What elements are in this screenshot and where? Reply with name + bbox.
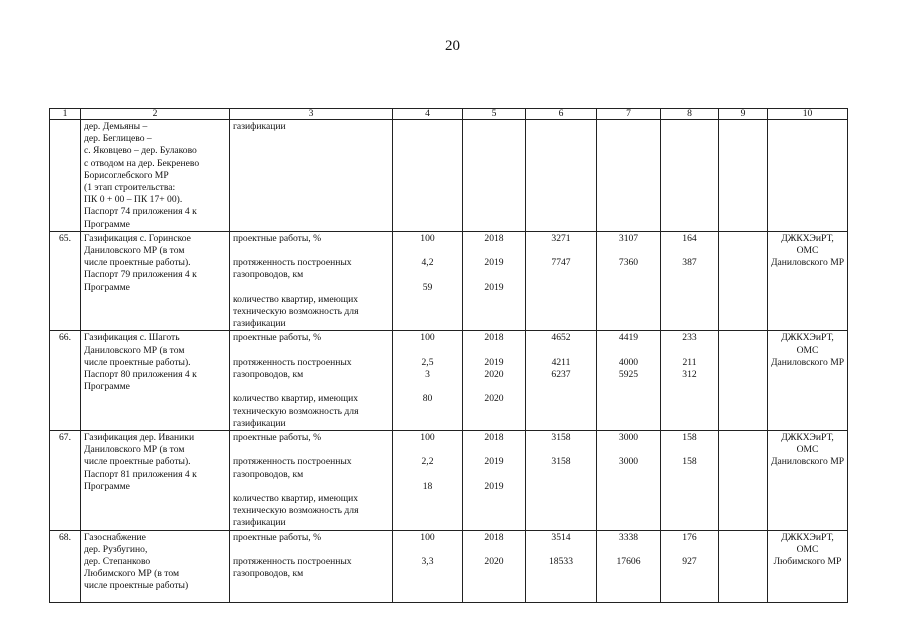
object-name-line: ПК 0 + 00 – ПК 17+ 00). bbox=[84, 194, 183, 206]
object-name-line: дер. Демьяны – bbox=[84, 121, 148, 132]
object-name-line: с. Яковцево – дер. Булаково bbox=[84, 145, 197, 157]
spacer bbox=[233, 345, 389, 357]
indicator-line: газопроводов, км bbox=[233, 468, 304, 480]
spacer bbox=[466, 269, 522, 281]
executor-cell bbox=[768, 431, 848, 531]
spacer bbox=[529, 345, 593, 357]
header-cell: 1 bbox=[50, 109, 81, 120]
row-number-cell: 68. bbox=[50, 530, 81, 602]
object-name-line: числе проектные работы). bbox=[84, 257, 191, 269]
executor-line: Даниловского МР bbox=[771, 456, 845, 468]
indicator-line: газопроводов, км bbox=[233, 568, 304, 580]
program-table bbox=[49, 108, 848, 603]
table-row bbox=[50, 530, 848, 602]
spacer bbox=[396, 381, 459, 393]
indicator-cell: газификации bbox=[230, 120, 393, 232]
value-line: 2020 bbox=[484, 393, 504, 405]
object-name-line: Программе bbox=[84, 281, 130, 293]
value-line: 3000 bbox=[618, 432, 639, 444]
spacer bbox=[529, 444, 593, 456]
year-cell bbox=[463, 431, 526, 531]
indicator-line: газификации bbox=[233, 318, 286, 330]
spacer bbox=[396, 269, 459, 281]
value-line: 3107 bbox=[618, 232, 639, 244]
amount-total-cell bbox=[526, 231, 597, 331]
indicator-line: газопроводов, км bbox=[233, 369, 304, 381]
object-name-line: числе проектные работы) bbox=[84, 580, 189, 592]
value-line: 7360 bbox=[618, 257, 639, 269]
object-name-line: Газификация дер. Иваники bbox=[84, 432, 195, 444]
object-name-line: Программе bbox=[84, 381, 130, 393]
header-cell: 5 bbox=[463, 109, 526, 120]
table-row-continuation bbox=[50, 120, 848, 232]
object-name-line: Паспорт 74 приложения 4 к bbox=[84, 206, 197, 218]
value-line: 3158 bbox=[551, 432, 571, 444]
executor-cell bbox=[768, 530, 848, 602]
indicator-line: количество квартир, имеющих bbox=[233, 393, 359, 405]
amount-cell bbox=[597, 530, 661, 602]
object-name-cell bbox=[81, 331, 230, 431]
indicator-line: проектные работы, % bbox=[233, 531, 322, 543]
value-line: 211 bbox=[682, 356, 697, 368]
value-line: 2019 bbox=[484, 281, 504, 293]
executor-line: ДЖКХЭиРТ, bbox=[781, 432, 834, 444]
value-line: 2,2 bbox=[421, 456, 434, 468]
value-line: 2020 bbox=[484, 556, 504, 567]
spacer bbox=[664, 544, 715, 556]
table-row bbox=[50, 331, 848, 431]
spacer bbox=[466, 544, 522, 556]
value-line: 233 bbox=[682, 332, 697, 344]
executor-line: ДЖКХЭиРТ, bbox=[781, 232, 834, 244]
spacer bbox=[664, 245, 715, 257]
spacer bbox=[396, 245, 459, 257]
value-line: 2019 bbox=[484, 456, 504, 468]
object-name-cell bbox=[81, 231, 230, 331]
table-row bbox=[50, 431, 848, 531]
indicator-cell bbox=[230, 231, 393, 331]
target-value-cell bbox=[393, 231, 463, 331]
executor-line: Даниловского МР bbox=[771, 356, 845, 368]
value-line: 2018 bbox=[484, 531, 504, 543]
indicator-line: газопроводов, км bbox=[233, 269, 304, 281]
object-name-line: Паспорт 79 приложения 4 к bbox=[84, 269, 197, 281]
object-name-cell bbox=[81, 431, 230, 531]
value-line: 5925 bbox=[618, 369, 639, 381]
value-line: 4419 bbox=[618, 332, 639, 344]
year-cell bbox=[463, 231, 526, 331]
header-cell: 3 bbox=[230, 109, 393, 120]
object-name-line: Даниловского МР (в том bbox=[84, 444, 185, 456]
object-name-line: Паспорт 80 приложения 4 к bbox=[84, 369, 197, 381]
value-line: 3000 bbox=[618, 456, 639, 468]
indicator-line: техническую возможность для bbox=[233, 505, 359, 517]
object-name-line: дер. Беглицево – bbox=[84, 133, 152, 145]
object-name-line: (1 этап строительства: bbox=[84, 182, 176, 194]
row-number-cell: 65. bbox=[50, 231, 81, 331]
spacer bbox=[233, 245, 389, 257]
object-name-line: Газификация с. Шаготь bbox=[84, 332, 180, 344]
spacer bbox=[396, 345, 459, 357]
object-name-line: Паспорт 81 приложения 4 к bbox=[84, 468, 197, 480]
object-name-line: числе проектные работы). bbox=[84, 356, 191, 368]
empty-cell bbox=[719, 331, 768, 431]
spacer bbox=[396, 444, 459, 456]
value-line: 2018 bbox=[484, 332, 504, 344]
value-line: 6237 bbox=[551, 369, 571, 381]
executor-line: ОМС bbox=[796, 543, 819, 555]
executor-line: Даниловского МР bbox=[771, 257, 845, 269]
header-cell: 8 bbox=[661, 109, 719, 120]
amount-cell bbox=[661, 530, 719, 602]
executor-cell bbox=[768, 231, 848, 331]
value-line: 100 bbox=[420, 531, 435, 543]
executor-cell bbox=[768, 331, 848, 431]
year-cell bbox=[463, 331, 526, 431]
object-name-line: дер. Степанково bbox=[84, 556, 151, 568]
value-line: 164 bbox=[682, 232, 697, 244]
indicator-cell bbox=[230, 431, 393, 531]
value-line: 2019 bbox=[484, 480, 504, 492]
spacer bbox=[466, 345, 522, 357]
spacer bbox=[466, 381, 522, 393]
value-line: 158 bbox=[682, 432, 697, 444]
value-line: 4211 bbox=[551, 356, 571, 368]
table-header-row bbox=[50, 109, 848, 120]
value-line: 7747 bbox=[551, 257, 571, 269]
indicator-line: протяженность построенных bbox=[233, 456, 352, 468]
empty-cell bbox=[719, 431, 768, 531]
value-line: 3 bbox=[425, 369, 430, 381]
target-value-cell bbox=[393, 331, 463, 431]
value-line: 59 bbox=[422, 281, 433, 293]
spacer bbox=[466, 245, 522, 257]
value-line: 18 bbox=[422, 480, 433, 492]
empty-cell bbox=[719, 530, 768, 602]
spacer bbox=[664, 345, 715, 357]
value-line: 2,5 bbox=[421, 356, 434, 368]
year-cell bbox=[463, 530, 526, 602]
amount-cell bbox=[661, 431, 719, 531]
object-name-line: Газификация с. Горинское bbox=[84, 232, 191, 244]
value-line: 2019 bbox=[484, 257, 504, 269]
value-line: 4000 bbox=[618, 356, 639, 368]
spacer bbox=[233, 444, 389, 456]
value-line: 3338 bbox=[618, 531, 639, 543]
header-cell: 7 bbox=[597, 109, 661, 120]
value-line: 176 bbox=[682, 531, 697, 543]
object-name-cell bbox=[81, 530, 230, 602]
value-line: 158 bbox=[682, 456, 697, 468]
executor-line: ДЖКХЭиРТ, bbox=[781, 332, 834, 344]
spacer bbox=[233, 282, 389, 294]
object-name-line: дер. Рузбугино, bbox=[84, 543, 148, 555]
spacer bbox=[600, 444, 657, 456]
target-value-cell bbox=[393, 530, 463, 602]
value-line: 3271 bbox=[551, 232, 571, 244]
value-line: 3514 bbox=[551, 531, 571, 543]
amount-total-cell bbox=[526, 331, 597, 431]
object-name-line: Программе bbox=[84, 218, 130, 230]
indicator-cell bbox=[230, 530, 393, 602]
spacer bbox=[600, 345, 657, 357]
indicator-line: проектные работы, % bbox=[233, 332, 322, 344]
indicator-line: проектные работы, % bbox=[233, 232, 322, 244]
target-value-cell bbox=[393, 431, 463, 531]
value-line: 2018 bbox=[484, 232, 504, 244]
value-line: 4652 bbox=[551, 332, 571, 344]
indicator-line: техническую возможность для bbox=[233, 405, 359, 417]
value-line: 2018 bbox=[484, 432, 504, 444]
value-line: 3158 bbox=[551, 456, 571, 468]
spacer bbox=[600, 245, 657, 257]
object-name-line: числе проектные работы). bbox=[84, 456, 191, 468]
executor-line: ОМС bbox=[796, 444, 819, 456]
value-line: 3,3 bbox=[421, 556, 434, 567]
object-name-line: Программе bbox=[84, 480, 130, 492]
object-name-line: Даниловского МР (в том bbox=[84, 344, 185, 356]
header-cell: 10 bbox=[768, 109, 848, 120]
value-line: 4,2 bbox=[421, 257, 434, 269]
object-name-line: Газоснабжение bbox=[84, 531, 146, 543]
executor-line: ОМС bbox=[796, 245, 819, 257]
row-number-cell: 67. bbox=[50, 431, 81, 531]
spacer bbox=[233, 544, 389, 556]
amount-cell bbox=[661, 331, 719, 431]
object-name-cell bbox=[81, 120, 230, 232]
spacer bbox=[233, 381, 389, 393]
spacer bbox=[466, 469, 522, 481]
spacer bbox=[233, 481, 389, 493]
amount-cell bbox=[597, 231, 661, 331]
value-line: 18533 bbox=[549, 556, 573, 567]
table-row bbox=[50, 231, 848, 331]
indicator-cell bbox=[230, 331, 393, 431]
value-line: 100 bbox=[420, 332, 435, 344]
spacer bbox=[396, 544, 459, 556]
executor-line: ОМС bbox=[796, 344, 819, 356]
value-line: 100 bbox=[420, 432, 435, 444]
header-cell: 9 bbox=[719, 109, 768, 120]
value-line: 17606 bbox=[616, 556, 641, 567]
spacer bbox=[529, 245, 593, 257]
amount-cell bbox=[661, 231, 719, 331]
object-name-line: Даниловского МР (в том bbox=[84, 245, 185, 257]
spacer bbox=[396, 469, 459, 481]
indicator-line: газификации bbox=[233, 417, 286, 429]
value-line: 2019 bbox=[484, 356, 504, 368]
row-number-cell: 66. bbox=[50, 331, 81, 431]
value-line: 2020 bbox=[484, 369, 504, 381]
indicator-line: техническую возможность для bbox=[233, 306, 359, 318]
value-line: 100 bbox=[420, 232, 435, 244]
spacer bbox=[529, 544, 593, 556]
value-line: 927 bbox=[682, 556, 697, 567]
indicator-line: количество квартир, имеющих bbox=[233, 493, 359, 504]
value-line: 387 bbox=[682, 257, 697, 269]
amount-cell bbox=[597, 431, 661, 531]
header-cell: 6 bbox=[526, 109, 597, 120]
header-cell: 2 bbox=[81, 109, 230, 120]
indicator-line: протяженность построенных bbox=[233, 356, 352, 368]
executor-line: Любимского МР bbox=[773, 556, 842, 568]
spacer bbox=[600, 544, 657, 556]
indicator-line: количество квартир, имеющих bbox=[233, 293, 359, 305]
amount-cell bbox=[597, 331, 661, 431]
indicator-line: протяженность построенных bbox=[233, 556, 352, 567]
object-name-line: Борисоглебского МР bbox=[84, 169, 169, 181]
object-name-line: с отводом на дер. Бекренево bbox=[84, 157, 200, 169]
object-name-line: Любимского МР (в том bbox=[84, 568, 180, 580]
empty-cell bbox=[719, 231, 768, 331]
page-number: 20 bbox=[445, 38, 460, 54]
indicator-line: газификации bbox=[233, 517, 286, 529]
amount-total-cell bbox=[526, 431, 597, 531]
header-cell: 4 bbox=[393, 109, 463, 120]
value-line: 312 bbox=[682, 369, 697, 381]
value-line: 80 bbox=[422, 393, 433, 405]
indicator-line: проектные работы, % bbox=[233, 432, 322, 444]
indicator-line: протяженность построенных bbox=[233, 257, 352, 269]
amount-total-cell bbox=[526, 530, 597, 602]
spacer bbox=[664, 444, 715, 456]
spacer bbox=[466, 444, 522, 456]
executor-line: ДЖКХЭиРТ, bbox=[781, 531, 834, 543]
